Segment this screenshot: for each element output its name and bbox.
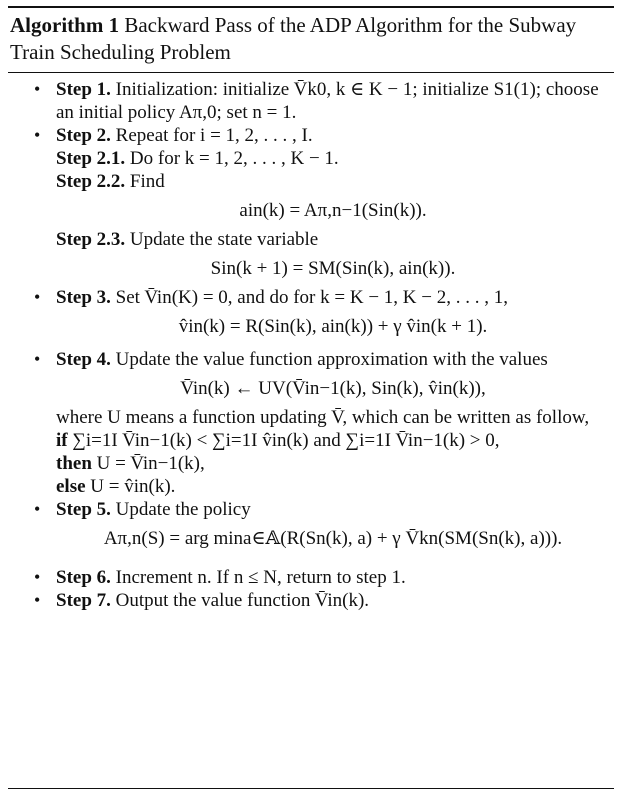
algorithm-body: [34, 78, 610, 612]
algorithm-title: Backward Pass of the ADP Algorithm for the Subway Train Scheduling Problem: [10, 13, 577, 64]
step-4-where: where U means a function updating V̄, which can be written as follow,: [56, 407, 590, 428]
step-1-label: Step 1.: [56, 79, 111, 100]
equation-2-3: Sin(k + 1) = SM(Sin(k), ain(k)).: [210, 258, 456, 279]
step-6-label: Step 6.: [56, 567, 111, 588]
step-1-text: Initialization: initialize V̄k0, k ∈ K − 1; initialize S1(1); choose an initial policy Aπ,0; set n = 1.: [56, 79, 599, 123]
step-4-else: [56, 475, 610, 498]
equation-2-2: ain(k) = Aπ,n−1(Sin(k)).: [239, 200, 427, 221]
step-5: [34, 498, 610, 550]
step-2-1-label: Step 2.1.: [56, 148, 126, 169]
step-7: [34, 589, 610, 612]
else-keyword: else: [56, 476, 86, 497]
step-2-text: Repeat for i = 1, 2, . . . , I.: [115, 125, 313, 146]
step-2-2: [56, 170, 610, 193]
if-keyword: if: [56, 430, 68, 451]
caption-rule: [8, 72, 614, 73]
bullet-icon: •: [34, 567, 41, 587]
step-2-3-text: Update the state variable: [129, 229, 319, 250]
step-7-label: Step 7.: [56, 590, 111, 611]
equation-5: Aπ,n(S) = arg mina∈𝔸(R(Sn(k), a) + γ V̄kn(SM(Sn(k), a))).: [103, 528, 563, 549]
step-5-label: Step 5.: [56, 499, 111, 520]
step-3-label: Step 3.: [56, 287, 111, 308]
step-2: [34, 124, 610, 280]
step-4-if: [56, 429, 610, 452]
step-4: [34, 348, 610, 498]
step-2-3: [56, 228, 610, 251]
step-6: [34, 566, 610, 589]
top-rule: [8, 6, 614, 8]
bullet-icon: •: [34, 79, 41, 99]
step-3: [34, 286, 610, 338]
step-3-text: Set V̄in(K) = 0, and do for k = K − 1, K − 2, . . . , 1,: [115, 287, 508, 308]
bullet-icon: •: [34, 590, 41, 610]
equation-4: V̄in(k) ← UV(V̄in−1(k), Sin(k), v̂in(k)),: [180, 378, 486, 399]
step-7-text: Output the value function V̄in(k).: [115, 590, 370, 611]
step-6-text: Increment n. If n ≤ N, return to step 1.: [115, 567, 406, 588]
step-4-text: Update the value function approximation with the values: [115, 349, 548, 370]
then-clause: U = V̄in−1(k),: [96, 453, 205, 474]
step-2-2-text: Find: [129, 171, 165, 192]
step-2-1: [56, 147, 610, 170]
step-4-then: [56, 452, 610, 475]
step-5-text: Update the policy: [115, 499, 251, 520]
bullet-icon: •: [34, 499, 41, 519]
step-2-2-label: Step 2.2.: [56, 171, 126, 192]
bullet-icon: •: [34, 125, 41, 145]
step-4-label: Step 4.: [56, 349, 111, 370]
step-2-3-label: Step 2.3.: [56, 229, 126, 250]
else-clause: U = v̂in(k).: [90, 476, 176, 497]
algorithm-caption: [10, 12, 610, 66]
step-2-label: Step 2.: [56, 125, 111, 146]
then-keyword: then: [56, 453, 92, 474]
bullet-icon: •: [34, 287, 41, 307]
step-1: [34, 78, 610, 124]
bullet-icon: •: [34, 349, 41, 369]
step-2-1-text: Do for k = 1, 2, . . . , K − 1.: [129, 148, 339, 169]
bottom-rule: [8, 788, 614, 789]
algorithm-label: Algorithm 1: [10, 13, 120, 37]
equation-3: v̂in(k) = R(Sin(k), ain(k)) + γ v̂in(k + 1).: [178, 316, 488, 337]
if-condition: ∑i=1I V̄in−1(k) < ∑i=1I v̂in(k) and ∑i=1I V̄in−1(k) > 0,: [72, 430, 500, 451]
